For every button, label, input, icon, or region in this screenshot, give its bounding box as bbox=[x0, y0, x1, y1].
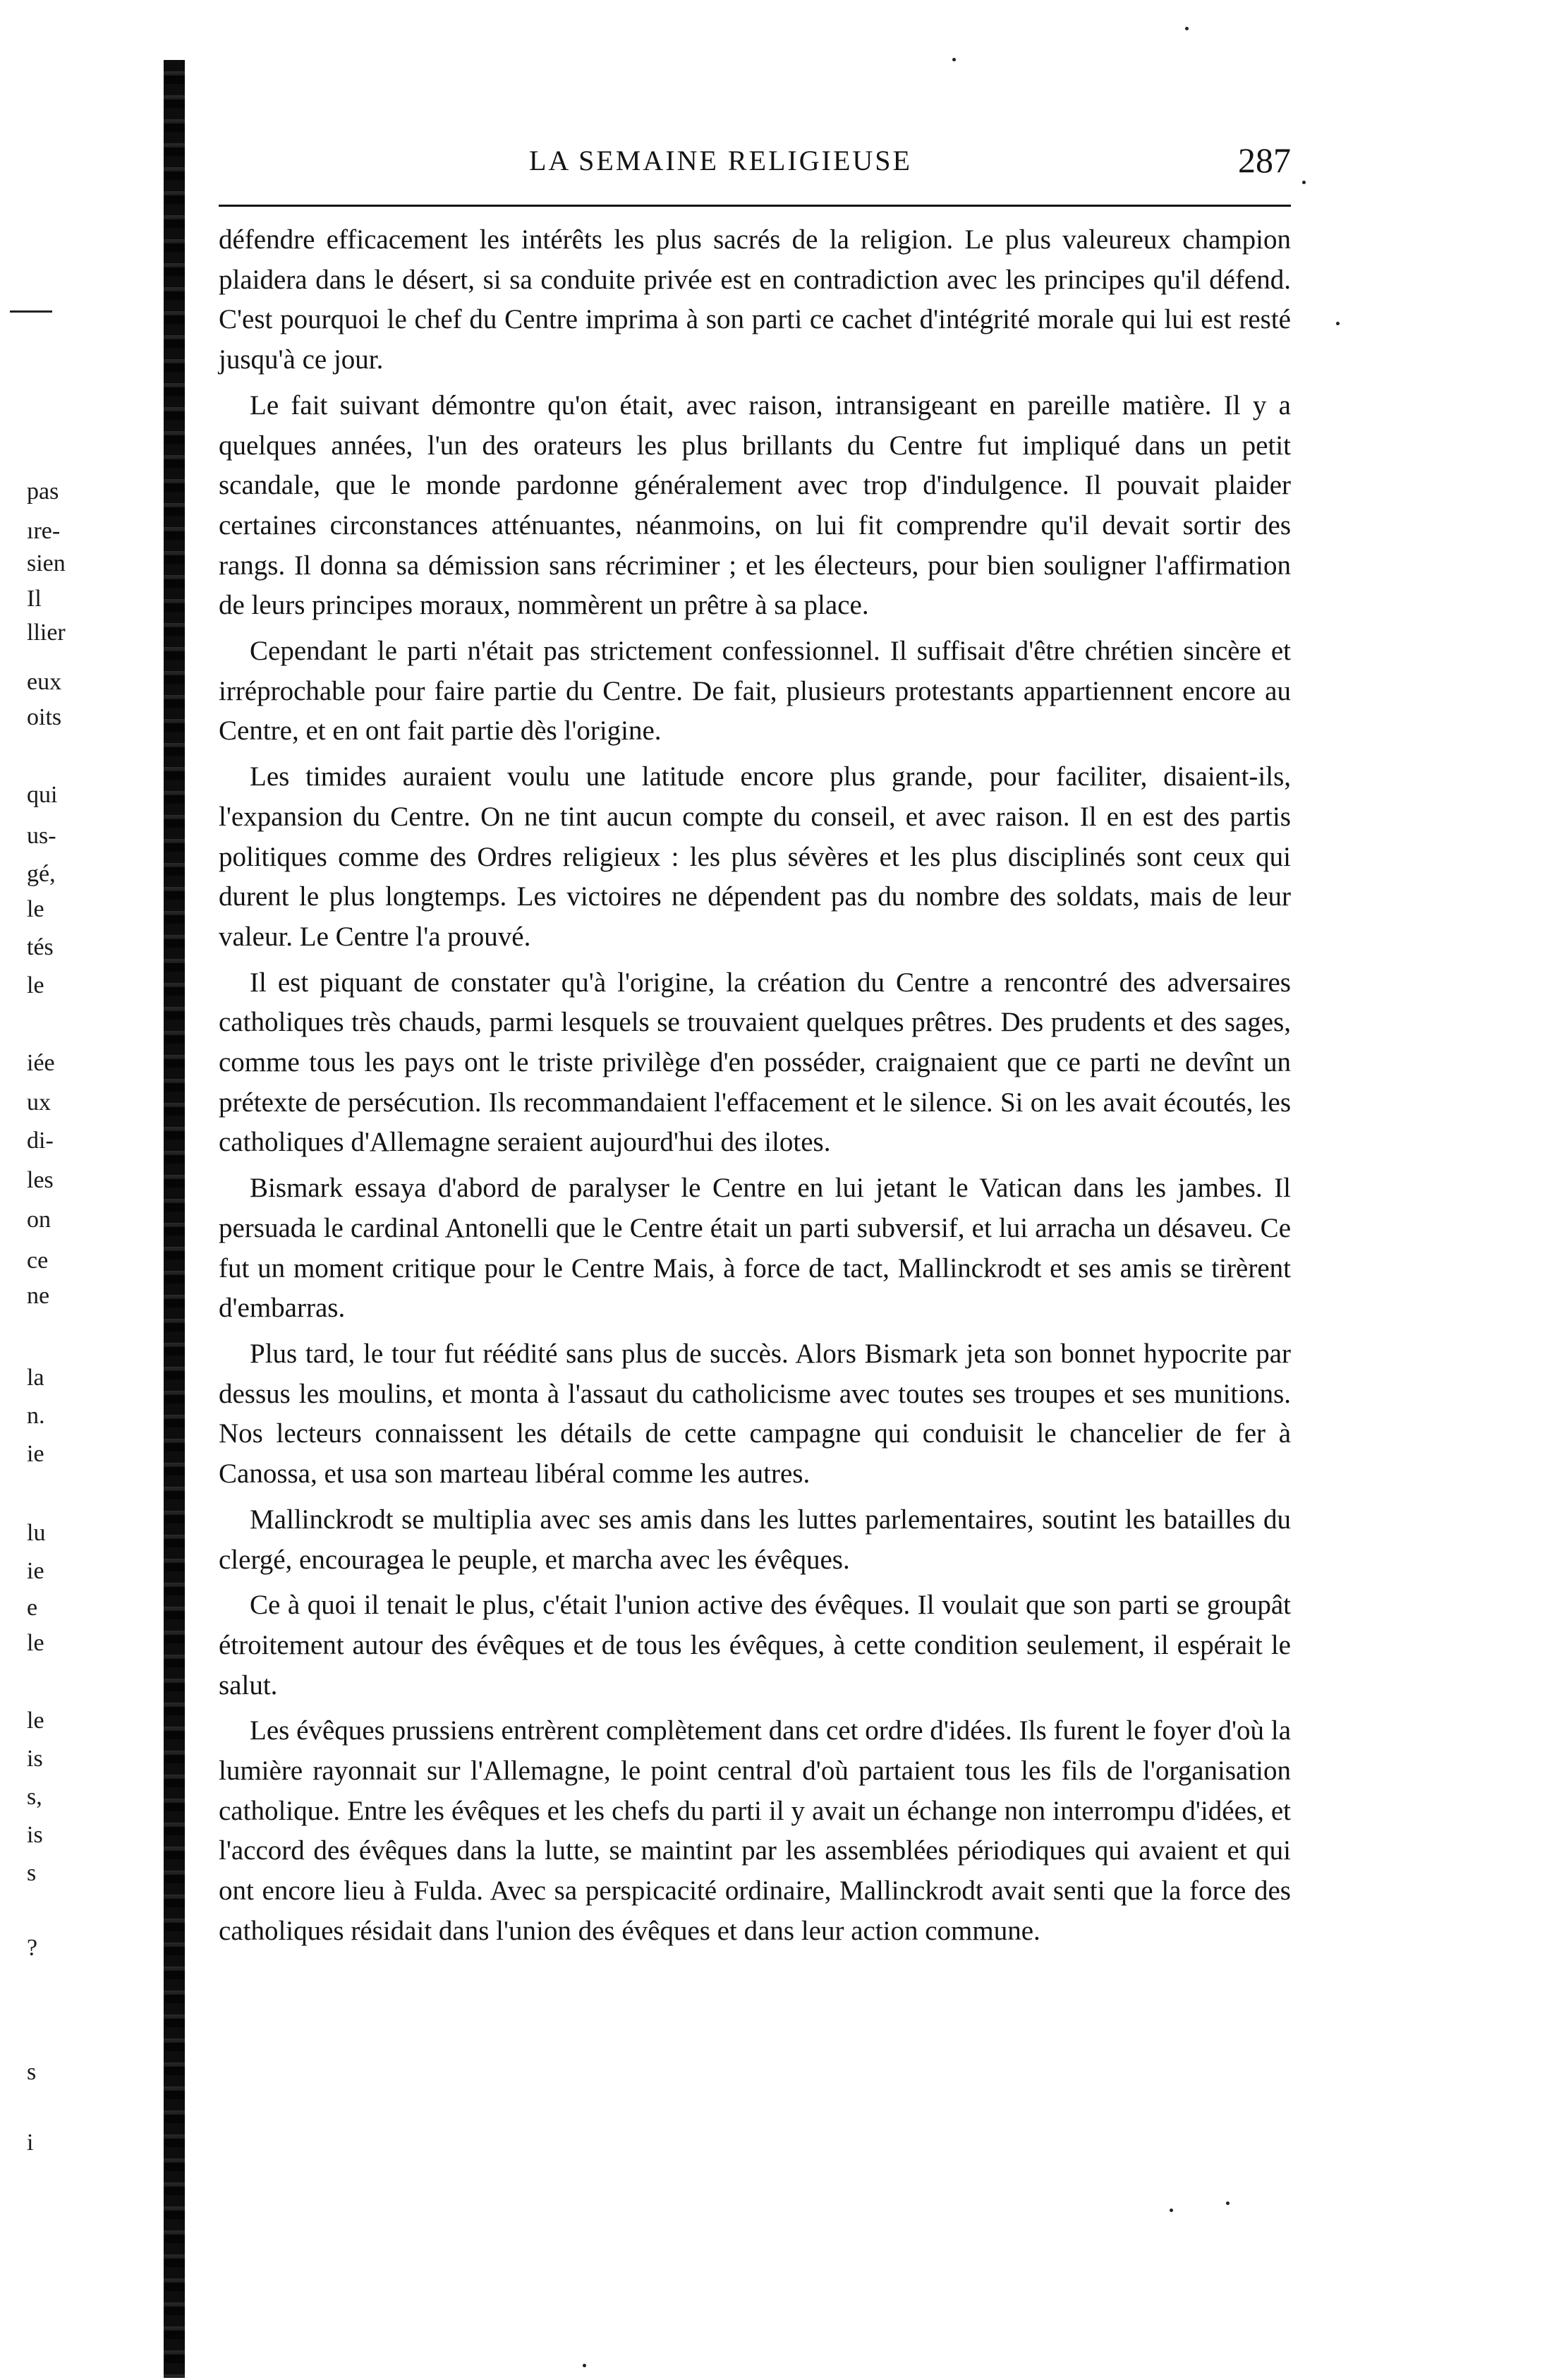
scan-speck bbox=[1170, 2209, 1173, 2212]
margin-fragment: ie bbox=[27, 1558, 44, 1584]
paragraph: Le fait suivant démontre qu'on était, avec raison, intransigeant en pareille matière. Il y a quelques années, l'un des orateurs les plus brillants du Centre fut impliqué dans un petit scandale, que le monde pardonne généralement avec trop d'indulgence. Il pouvait plaider certaines circonstances atténuantes, néanmoins, on lui fit comprendre qu'il devait sortir des rangs. Il donna sa démission sans récriminer ; et les électeurs, pour bien souligner l'affirmation de leurs principes moraux, nommèrent un prêtre à sa place. bbox=[219, 389, 1291, 621]
scan-speck bbox=[952, 58, 956, 61]
margin-fragment: us- bbox=[27, 823, 56, 849]
margin-fragment: le bbox=[27, 1630, 44, 1656]
scan-speck bbox=[1185, 27, 1189, 30]
margin-fragment: pas bbox=[27, 478, 59, 505]
margin-fragment: lu bbox=[27, 1520, 46, 1546]
margin-fragment: s, bbox=[27, 1784, 42, 1810]
margin-fragment: s bbox=[27, 1860, 37, 1886]
paragraph: défendre efficacement les intérêts les plus sacrés de la religion. Le plus valeureux champion plaidera dans le désert, si sa conduite privée est en contradiction avec les principes qu'il défend. C'est pourquoi le chef du Centre imprima à son parti ce cachet d'intégrité morale qui lui est resté jusqu'à ce jour. bbox=[219, 224, 1291, 375]
margin-fragment: is bbox=[27, 1822, 43, 1848]
paragraph: Ce à quoi il tenait le plus, c'était l'union active des évêques. Il voulait que son parti se groupât étroitement autour des évêques et de tous les évêques, à cette condition seulement, il espérait le salut. bbox=[219, 1590, 1291, 1701]
book-page bbox=[212, 0, 1566, 2380]
margin-fragment: s bbox=[27, 2059, 37, 2085]
margin-fragment: iée bbox=[27, 1050, 55, 1076]
paragraph: Cependant le parti n'était pas strictement confessionnel. Il suffisait d'être chrétien sincère et irréprochable pour faire partie du Centre. De fait, plusieurs protestants appartiennent encore au Centre, et en ont fait partie dès l'origine. bbox=[219, 636, 1291, 747]
margin-fragment: ? bbox=[27, 1935, 38, 1961]
scan-speck bbox=[1226, 2201, 1230, 2205]
paragraph: Plus tard, le tour fut réédité sans plus de succès. Alors Bismark jeta son bonnet hypocrite par dessus les moulins, et monta à l'assaut du catholicisme avec toutes ses troupes et ses munitions. Nos lecteurs connaissent les détails de cette campagne qui conduisit le chancelier de fer à Canossa, et usa son marteau libéral comme les autres. bbox=[219, 1338, 1291, 1490]
margin-fragment: di- bbox=[27, 1128, 54, 1154]
article-body bbox=[219, 220, 1291, 1957]
scan-speck bbox=[1336, 322, 1340, 325]
page-number: 287 bbox=[1238, 140, 1291, 180]
margin-fragment: llier bbox=[27, 620, 66, 646]
previous-page-margin bbox=[0, 0, 148, 2380]
scan-speck bbox=[583, 2364, 586, 2367]
paragraph: Bismark essaya d'abord de paralyser le Centre en lui jetant le Vatican dans les jambes. Il persuada le cardinal Antonelli que le Centre était un parti subversif, et lui arracha un désaveu. Ce fut un moment critique pour le Centre Mais, à force de tact, Mallinckrodt et ses amis se tirèrent d'embarras. bbox=[219, 1173, 1291, 1324]
margin-fragment: is bbox=[27, 1746, 43, 1772]
paragraph: Mallinckrodt se multiplia avec ses amis dans les luttes parlementaires, soutint les batailles du clergé, encouragea le peuple, et marcha avec les évêques. bbox=[219, 1504, 1291, 1575]
margin-fragment: sien bbox=[27, 550, 66, 576]
scan-speck bbox=[1302, 181, 1306, 184]
margin-fragment: ce bbox=[27, 1248, 49, 1274]
running-title: LA SEMAINE RELIGIEUSE bbox=[529, 145, 912, 176]
margin-fragment: tés bbox=[27, 934, 54, 960]
margin-fragment: eux bbox=[27, 669, 62, 695]
margin-fragment: e bbox=[27, 1595, 38, 1621]
margin-fragment: ne bbox=[27, 1283, 50, 1309]
margin-fragment: la bbox=[27, 1365, 44, 1391]
binding-gutter bbox=[164, 60, 185, 2378]
margin-fragment: ux bbox=[27, 1089, 51, 1116]
margin-fragment: qui bbox=[27, 782, 58, 808]
margin-fragment: on bbox=[27, 1207, 51, 1233]
margin-fragment: i bbox=[27, 2130, 34, 2156]
margin-fragment: le bbox=[27, 1708, 44, 1734]
paragraph: Les timides auraient voulu une latitude encore plus grande, pour faciliter, disaient-ils, l'expansion du Centre. On ne tint aucun compte du conseil, et avec raison. Il en est des partis politiques comme des Ordres religieux : les plus sévères et les plus disciplinés sont ceux qui durent le plus longtemps. Les victoires ne dépendent pas du nombre des soldats, mais de leur valeur. Le Centre l'a prouvé. bbox=[219, 761, 1291, 952]
margin-fragment: Il bbox=[27, 586, 42, 612]
margin-fragment: gé, bbox=[27, 861, 56, 887]
margin-fragment: n. bbox=[27, 1403, 45, 1429]
running-header bbox=[219, 140, 1291, 186]
margin-rule bbox=[10, 310, 52, 313]
paragraph: Les évêques prussiens entrèrent complètement dans cet ordre d'idées. Ils furent le foyer d'où la lumière rayonnait sur l'Allemagne, le point central d'où partaient tous les fils de l'organisation catholique. Entre les évêques et les chefs du parti il y avait un échange non interrompu d'idées, et l'accord des évêques dans la lutte, se maintint par les assemblées périodiques qui avaient et qui ont encore lieu à Fulda. Avec sa perspicacité ordinaire, Mallinckrodt avait senti que la force des catholiques résidait dans l'union des évêques et dans leur action commune. bbox=[219, 1715, 1291, 1946]
header-rule bbox=[219, 205, 1291, 207]
margin-fragment: le bbox=[27, 972, 44, 998]
margin-fragment: oits bbox=[27, 704, 62, 730]
margin-fragment: le bbox=[27, 896, 44, 922]
margin-fragment: ie bbox=[27, 1441, 44, 1467]
margin-fragment: ıre- bbox=[27, 518, 61, 544]
paragraph: Il est piquant de constater qu'à l'origine, la création du Centre a rencontré des adversaires catholiques très chauds, parmi lesquels se trouvaient quelques prêtres. Des prudents et des sages, comme tous les pays ont le triste privilège d'en posséder, craignaient que ce parti ne devînt un prétexte de persécution. Ils recommandaient l'effacement et le silence. Si on les avait écoutés, les catholiques d'Allemagne seraient aujourd'hui des ilotes. bbox=[219, 967, 1291, 1158]
margin-fragment: les bbox=[27, 1167, 54, 1193]
